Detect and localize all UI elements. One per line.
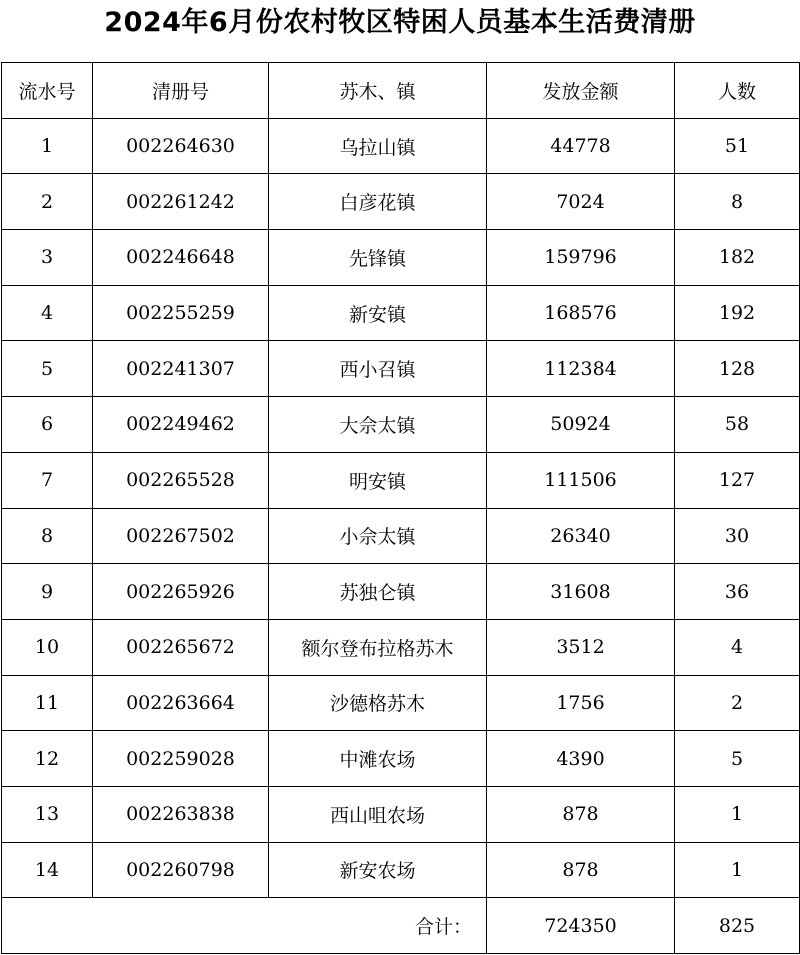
cell-town: 白彦花镇 <box>269 174 487 230</box>
cell-people-count: 127 <box>675 452 800 508</box>
cell-amount: 26340 <box>487 508 675 564</box>
cell-people-count: 36 <box>675 564 800 620</box>
cell-register-no: 002263838 <box>93 786 269 842</box>
cell-register-no: 002265926 <box>93 564 269 620</box>
table-row <box>2 230 800 286</box>
cell-register-no: 002264630 <box>93 118 269 174</box>
cell-serial-no: 8 <box>2 508 93 564</box>
page-title: 2024年6月份农村牧区特困人员基本生活费清册 <box>104 7 696 38</box>
total-count: 825 <box>675 898 800 954</box>
cell-town: 乌拉山镇 <box>269 118 487 174</box>
cell-serial-no: 1 <box>2 118 93 174</box>
cell-register-no: 002246648 <box>93 230 269 286</box>
cell-town: 西小召镇 <box>269 341 487 397</box>
cell-people-count: 192 <box>675 285 800 341</box>
cell-town: 西山咀农场 <box>269 786 487 842</box>
table-row <box>2 675 800 731</box>
cell-serial-no: 2 <box>2 174 93 230</box>
cell-serial-no: 4 <box>2 285 93 341</box>
header-amount: 发放金额 <box>487 63 675 119</box>
cell-town: 沙德格苏木 <box>269 675 487 731</box>
cell-amount: 111506 <box>487 452 675 508</box>
cell-register-no: 002260798 <box>93 842 269 898</box>
table-row <box>2 619 800 675</box>
cell-amount: 168576 <box>487 285 675 341</box>
cell-register-no: 002265672 <box>93 619 269 675</box>
header-people-count: 人数 <box>675 63 800 119</box>
cell-amount: 878 <box>487 842 675 898</box>
cell-register-no: 002241307 <box>93 341 269 397</box>
cell-people-count: 1 <box>675 842 800 898</box>
cell-serial-no: 9 <box>2 564 93 620</box>
cell-people-count: 1 <box>675 786 800 842</box>
header-serial-no: 流水号 <box>2 63 93 119</box>
cell-people-count: 182 <box>675 230 800 286</box>
cell-amount: 31608 <box>487 564 675 620</box>
table-row <box>2 786 800 842</box>
cell-serial-no: 11 <box>2 675 93 731</box>
cell-amount: 4390 <box>487 731 675 787</box>
cell-town: 新安镇 <box>269 285 487 341</box>
table-row <box>2 397 800 453</box>
header-register-no: 清册号 <box>93 63 269 119</box>
cell-amount: 44778 <box>487 118 675 174</box>
cell-serial-no: 3 <box>2 230 93 286</box>
cell-register-no: 002259028 <box>93 731 269 787</box>
cell-people-count: 8 <box>675 174 800 230</box>
cell-register-no: 002255259 <box>93 285 269 341</box>
cell-town: 先锋镇 <box>269 230 487 286</box>
table-row <box>2 842 800 898</box>
cell-town: 苏独仑镇 <box>269 564 487 620</box>
cell-amount: 50924 <box>487 397 675 453</box>
cell-people-count: 4 <box>675 619 800 675</box>
cell-serial-no: 6 <box>2 397 93 453</box>
header-town: 苏木、镇 <box>269 63 487 119</box>
cell-register-no: 002265528 <box>93 452 269 508</box>
cell-serial-no: 7 <box>2 452 93 508</box>
table-row <box>2 285 800 341</box>
cell-town: 大佘太镇 <box>269 397 487 453</box>
cell-register-no: 002249462 <box>93 397 269 453</box>
cell-amount: 7024 <box>487 174 675 230</box>
cell-people-count: 128 <box>675 341 800 397</box>
table-header-row <box>2 63 800 119</box>
cell-serial-no: 10 <box>2 619 93 675</box>
cell-people-count: 58 <box>675 397 800 453</box>
cell-town: 中滩农场 <box>269 731 487 787</box>
table-row <box>2 731 800 787</box>
cell-town: 小佘太镇 <box>269 508 487 564</box>
cell-town: 明安镇 <box>269 452 487 508</box>
cell-serial-no: 14 <box>2 842 93 898</box>
cell-amount: 878 <box>487 786 675 842</box>
cell-amount: 112384 <box>487 341 675 397</box>
total-amount: 724350 <box>487 898 675 954</box>
total-spacer <box>2 898 93 954</box>
cell-people-count: 51 <box>675 118 800 174</box>
total-row <box>2 898 800 954</box>
cell-people-count: 30 <box>675 508 800 564</box>
cell-amount: 3512 <box>487 619 675 675</box>
cell-people-count: 5 <box>675 731 800 787</box>
table-row <box>2 452 800 508</box>
allowance-table <box>1 62 800 954</box>
cell-register-no: 002261242 <box>93 174 269 230</box>
cell-serial-no: 13 <box>2 786 93 842</box>
table-row <box>2 508 800 564</box>
cell-register-no: 002267502 <box>93 508 269 564</box>
cell-amount: 1756 <box>487 675 675 731</box>
cell-amount: 159796 <box>487 230 675 286</box>
table-row <box>2 564 800 620</box>
table-body <box>2 118 800 898</box>
cell-town: 新安农场 <box>269 842 487 898</box>
cell-serial-no: 5 <box>2 341 93 397</box>
total-label: 合计： <box>269 898 487 954</box>
table-row <box>2 341 800 397</box>
cell-town: 额尔登布拉格苏木 <box>269 619 487 675</box>
table-row <box>2 174 800 230</box>
total-spacer <box>93 898 269 954</box>
cell-serial-no: 12 <box>2 731 93 787</box>
cell-register-no: 002263664 <box>93 675 269 731</box>
cell-people-count: 2 <box>675 675 800 731</box>
table-row <box>2 118 800 174</box>
